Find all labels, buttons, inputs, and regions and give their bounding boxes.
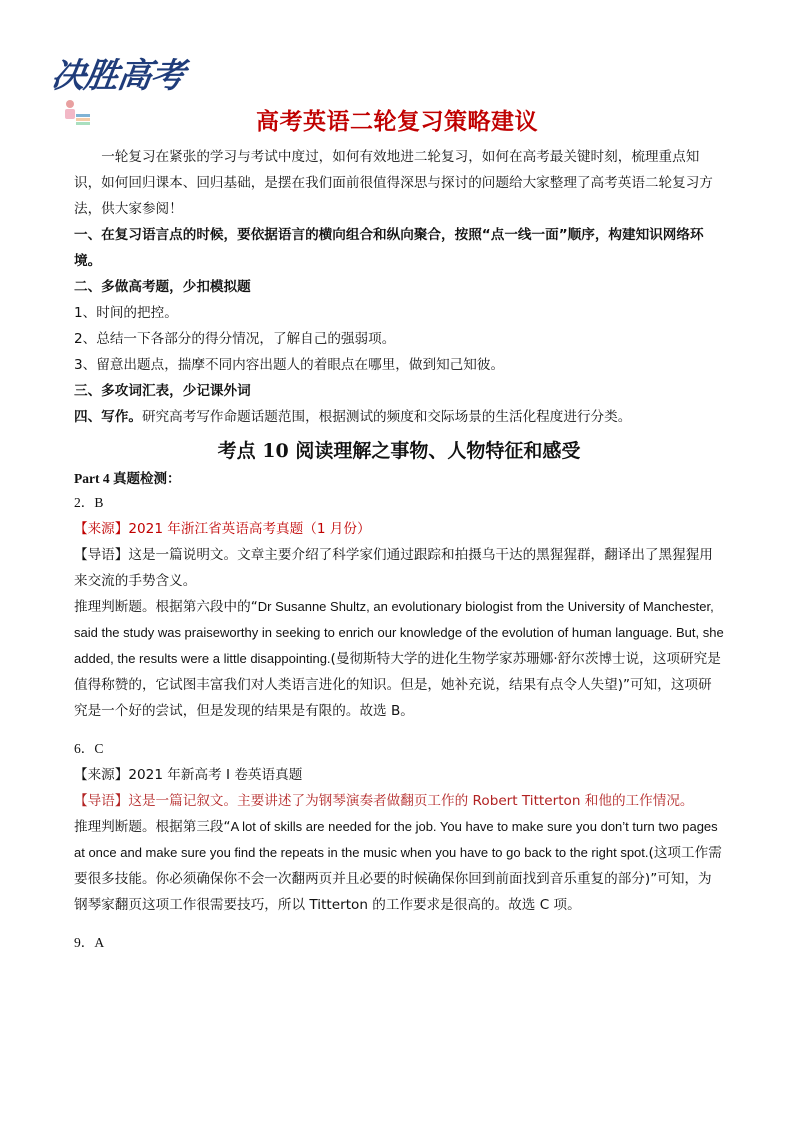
q2-analysis-b: (这项工作需要很多技能。你必须确保你不会一次翻两页并且必要的时候确保你回到前面找到音乐重复的部分)”可知，为钢琴家翻页这项工作很需要技巧，所以 Titterton 的工作要求是很高的。故选 C 项。 [74, 845, 722, 913]
q2-source-text: 2021 年新高考 I 卷英语真题 [128, 767, 303, 783]
q2-analysis [74, 814, 724, 918]
q2-guide [74, 788, 724, 814]
spacer [74, 724, 724, 736]
q3-number: 9．A [74, 935, 105, 950]
q1-source-tag: 【来源】 [74, 521, 129, 537]
section-title: 考点 10 阅读理解之事物、人物特征和感受 [217, 440, 581, 462]
q1-guide-text: 这是一篇说明文。文章主要介绍了科学家们通过跟踪和拍摄乌干达的黑猩猩群，翻译出了黑猩猩用来交流的手势含义。 [74, 547, 713, 589]
q2-guide-text: 这是一篇记叙文。主要讲述了为钢琴演奏者做翻页工作的 Robert Titterton 和他的工作情况。 [128, 793, 694, 809]
part-heading: Part 4 真题检测： [74, 471, 181, 486]
strategy-2: 二、多做高考题，少扣模拟题 [74, 279, 251, 295]
logo-text: 决胜高考 [48, 56, 187, 96]
q2-source-tag: 【来源】 [74, 767, 129, 783]
q2-number: 6．C [74, 741, 104, 756]
strategy-3: 三、多攻词汇表，少记课外词 [74, 383, 251, 399]
q1-analysis-a: 推理判断题。根据第六段中的“ [74, 599, 258, 615]
strategy-4 [74, 404, 724, 430]
q1-guide [74, 542, 724, 594]
strategy-4-body: 研究高考写作命题话题范围，根据测试的频度和交际场景的生活化程度进行分类。 [141, 409, 632, 425]
strategy-1: 一、在复习语言点的时候，要依据语言的横向组合和纵向聚合，按照“点一线一面”顺序，构建知识网络环境。 [74, 227, 704, 269]
q1-analysis-b: (曼彻斯特大学的进化生物学家苏珊娜·舒尔茨博士说，这项研究是值得称赞的，它试图丰富我们对人类语言进化的知识。但是，她补充说，结果有点令人失望)”可知，这项研究是一个好的尝试，但是发现的结果是有限的。故选 B。 [74, 651, 721, 719]
strategy-2-item-3: 3、留意出题点，揣摩不同内容出题人的着眼点在哪里，做到知己知彼。 [74, 357, 505, 373]
q2-analysis-en: A lot of skills are needed for the job. You have to make sure you don’t turn two pages at once and make sure you find the repeats in the music when you have to go back to the right spot. [74, 819, 718, 860]
strategy-2-item-2: 2、总结一下各部分的得分情况，了解自己的强弱项。 [74, 331, 396, 347]
strategy-2-item-1: 1、时间的把控。 [74, 305, 178, 321]
document-body [74, 144, 724, 956]
q1-source-text: 2021 年浙江省英语高考真题（1 月份） [128, 521, 371, 537]
q2-source [74, 762, 724, 788]
strategy-4-head: 四、写作。 [74, 409, 142, 425]
q2-guide-tag: 【导语】 [74, 793, 129, 809]
q1-analysis-en: Dr Susanne Shultz, an evolutionary biologist from the University of Manchester, said the study was praiseworthy in seeking to enrich our knowledge of the evolution of human language. But, she added, the results were a little disappointing. [74, 599, 724, 666]
q2-analysis-a: 推理判断题。根据第三段“ [74, 819, 231, 835]
q1-analysis [74, 594, 724, 724]
q1-guide-tag: 【导语】 [74, 547, 129, 563]
intro-paragraph: 一轮复习在紧张的学习与考试中度过，如何有效地进二轮复习，如何在高考最关键时刻，梳理重点知识，如何回归课本、回归基础，是摆在我们面前很值得深思与探讨的问题给大家整理了高考英语二轮复习方法，供大家参阅！ [74, 149, 713, 217]
q1-number: 2．B [74, 495, 104, 510]
page-title: 高考英语二轮复习策略建议 [256, 109, 538, 135]
q1-source [74, 516, 724, 542]
spacer [74, 918, 724, 930]
